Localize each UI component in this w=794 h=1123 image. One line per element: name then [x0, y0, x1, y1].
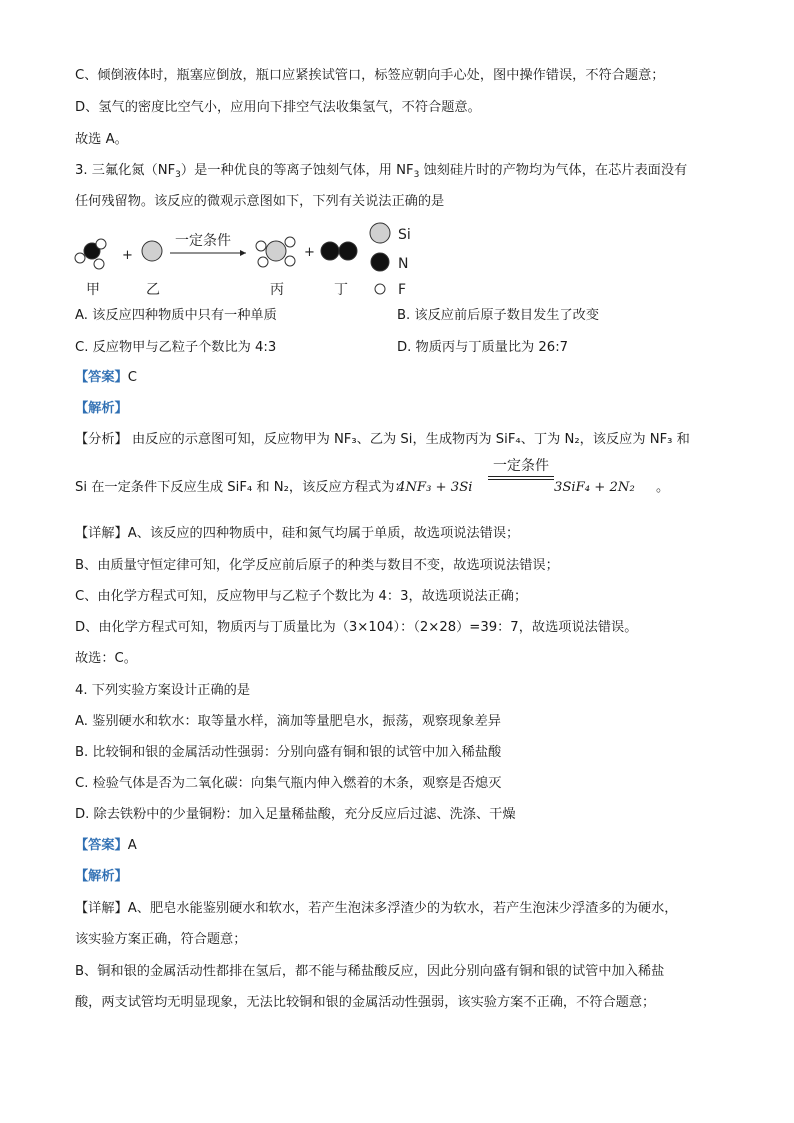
q4-detail-tag: 【详解】	[75, 901, 128, 916]
jia-f-atom-2	[96, 239, 106, 249]
q4-detail-a1-text: A、肥皂水能鉴别硬水和软水，若产生泡沫多浮渣少的为软水，若产生泡沫少浮渣多的为硬水，	[127, 901, 678, 916]
plus-sign-2: +	[304, 245, 315, 260]
q3-detail-a	[75, 524, 519, 544]
q3-stem-b: ）是一种优良的等离子蚀刻气体，用 NF	[180, 163, 414, 178]
label-ding: 丁	[334, 282, 348, 298]
molecule-ding-n1	[321, 242, 339, 260]
q3-detail-tag: 【详解】	[75, 526, 128, 541]
q4-answer	[75, 836, 137, 856]
bing-f-atom-3	[258, 257, 268, 267]
bing-si-atom	[266, 241, 286, 261]
equation-right: 3SiF₄ + 2N₂	[554, 480, 635, 495]
q3-option-c: C. 反应物甲与乙粒子个数比为 4:3	[75, 340, 277, 355]
text-line-c: C、倾倒液体时，瓶塞应倒放，瓶口应紧挨试管口，标签应朝向手心处，图中操作错误，不符合题意；	[75, 68, 665, 83]
q4-analysis-tag	[75, 867, 128, 887]
q3-stem-sub2: 3	[413, 170, 420, 180]
q3-fenxi-line1	[75, 430, 690, 450]
jia-f-atom-1	[75, 253, 85, 263]
q3-stem-a: 3. 三氟化氮（NF	[75, 163, 176, 178]
equation-period: 。	[656, 480, 670, 495]
q3-option-a: A. 该反应四种物质中只有一种单质	[75, 308, 277, 323]
q4-detail-b1: B、铜和银的金属活动性都排在氢后，都不能与稀盐酸反应，因此分别向盛有铜和银的试管中加入稀盐	[75, 964, 665, 979]
q3-detail-c: C、由化学方程式可知，反应物甲与乙粒子个数比为 4：3，故选项说法正确；	[75, 589, 528, 604]
equation-condition-block	[488, 458, 554, 480]
label-bing: 丙	[270, 282, 284, 298]
text-line-d: D、氢气的密度比空气小，应用向下排空气法收集氢气，不符合题意。	[75, 100, 481, 115]
q3-stem-line2: 任何残留物。该反应的微观示意图如下，下列有关说法正确的是	[75, 194, 445, 209]
legend-n-swatch	[371, 253, 389, 271]
q3-stem-c: 蚀刻硅片时的产物均为气体，在芯片表面没有	[419, 163, 688, 178]
label-yi: 乙	[146, 282, 160, 298]
molecule-ding-n2	[339, 242, 357, 260]
molecule-bing	[256, 237, 295, 267]
q3-option-b: B. 该反应前后原子数目发生了改变	[397, 308, 600, 323]
q4-answer-value: A	[127, 838, 137, 853]
q3-stem-sub: 3	[175, 170, 181, 180]
q3-answer-value: C	[127, 370, 137, 385]
q3-stem-line1	[75, 161, 687, 185]
equation-bar-top	[488, 476, 554, 477]
molecule-jia	[75, 239, 106, 269]
legend-n-label: N	[398, 256, 409, 272]
equation-bar-bottom	[488, 479, 554, 480]
bing-f-atom-2	[285, 237, 295, 247]
equation-left: 4NF₃ + 3Si	[397, 480, 473, 495]
q3-fenxi-line2: Si 在一定条件下反应生成 SiF₄ 和 N₂，该反应方程式为：	[75, 480, 408, 495]
text-choose-a: 故选 A。	[75, 132, 128, 147]
bing-f-atom-4	[285, 256, 295, 266]
molecule-yi	[142, 241, 162, 261]
legend-si-label: Si	[398, 227, 411, 243]
condition-label: 一定条件	[175, 233, 231, 249]
bing-f-atom-1	[256, 241, 266, 251]
q3-analysis-label: 【解析】	[75, 401, 128, 416]
plus-sign-1: +	[122, 248, 133, 263]
q3-fenxi-tag: 【分析】	[75, 432, 128, 447]
arrow-head	[240, 250, 246, 256]
q3-detail-d: D、由化学方程式可知，物质丙与丁质量比为（3×104）：（2×28）=39：7，故选项说法错误。	[75, 620, 638, 635]
jia-f-atom-3	[94, 259, 104, 269]
legend-f-label: F	[398, 282, 407, 298]
q3-analysis-tag	[75, 399, 128, 419]
q3-fenxi-text1: 由反应的示意图可知，反应物甲为 NF₃、乙为 Si，生成物丙为 SiF₄、丁为 N₂，该反应为 NF₃ 和	[127, 432, 690, 447]
q3-choose: 故选：C。	[75, 651, 137, 666]
q4-option-d: D. 除去铁粉中的少量铜粉：加入足量稀盐酸，充分反应后过滤、洗涤、干燥	[75, 807, 516, 822]
legend-f-swatch	[375, 284, 385, 294]
q4-detail-b2: 酸，两支试管均无明显现象，无法比较铜和银的金属活动性强弱，该实验方案不正确，不符合题意；	[75, 995, 656, 1010]
q4-stem: 4. 下列实验方案设计正确的是	[75, 683, 251, 698]
reaction-diagram	[70, 222, 430, 302]
q3-detail-b: B、由质量守恒定律可知，化学反应前后原子的种类与数目不变，故选项说法错误；	[75, 558, 559, 573]
label-jia: 甲	[86, 282, 100, 298]
q3-answer	[75, 368, 137, 388]
q4-option-a: A. 鉴别硬水和软水：取等量水样，滴加等量肥皂水，振荡，观察现象差异	[75, 714, 501, 729]
q3-answer-tag: 【答案】	[75, 370, 128, 385]
q4-analysis-label: 【解析】	[75, 869, 128, 884]
q4-detail-a2: 该实验方案正确，符合题意；	[75, 932, 247, 947]
q4-answer-tag: 【答案】	[75, 838, 128, 853]
equation-condition: 一定条件	[493, 458, 549, 474]
q3-option-d: D. 物质丙与丁质量比为 26:7	[397, 340, 569, 355]
q4-detail-a1	[75, 899, 677, 919]
q4-option-b: B. 比较铜和银的金属活动性强弱：分别向盛有铜和银的试管中加入稀盐酸	[75, 745, 502, 760]
q3-detail-a-text: A、该反应的四种物质中，硅和氮气均属于单质，故选项说法错误；	[127, 526, 520, 541]
q4-option-c: C. 检验气体是否为二氧化碳：向集气瓶内伸入燃着的木条，观察是否熄灭	[75, 776, 502, 791]
legend-si-swatch	[370, 223, 390, 243]
